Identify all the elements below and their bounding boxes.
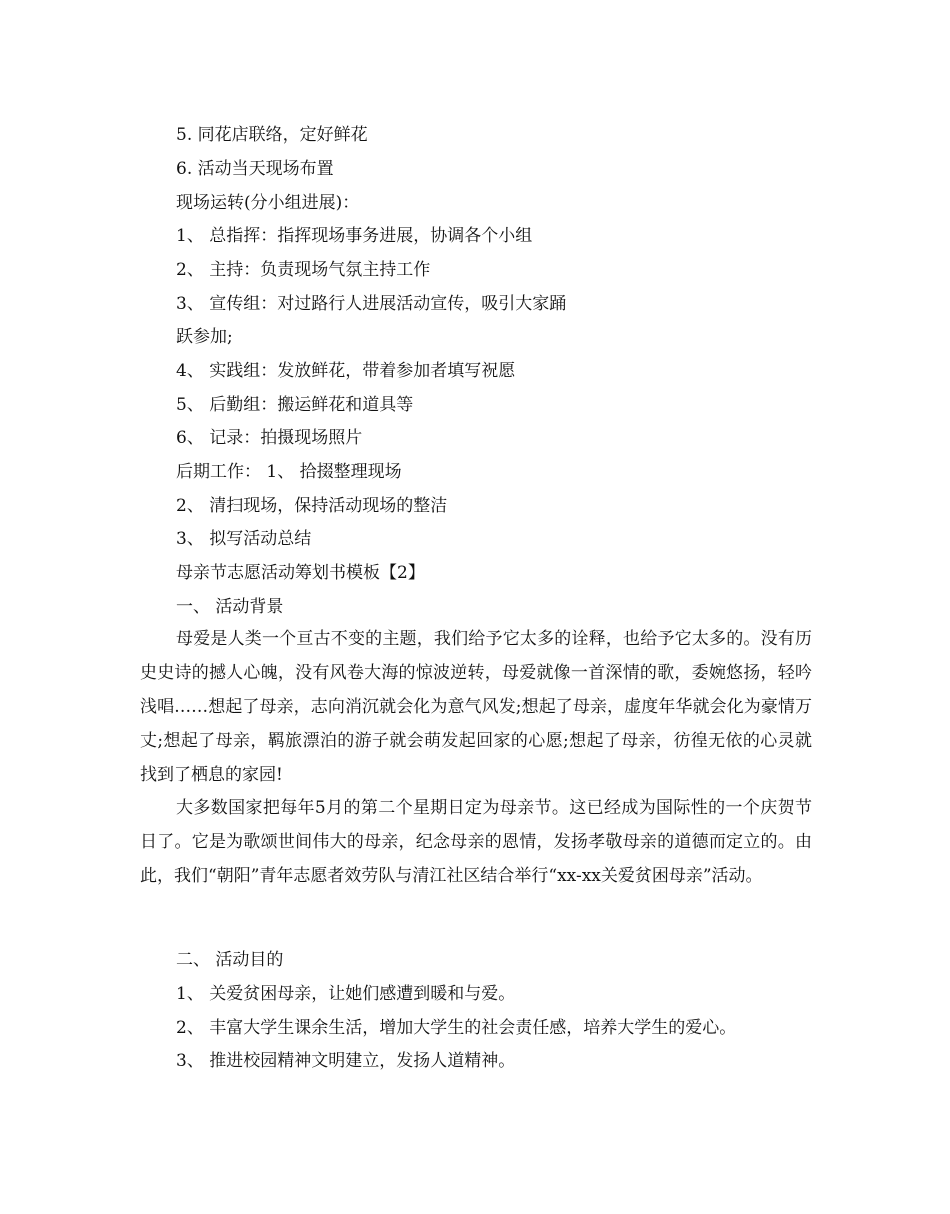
text-line: 现场运转(分小组进展)： xyxy=(176,193,360,213)
text-line: 跃参加; xyxy=(176,327,233,347)
text-line: 3、 推进校园精神文明建立，发扬人道精神。 xyxy=(176,1051,516,1071)
text-line: 3、 拟写活动总结 xyxy=(176,529,312,549)
text-line: 1、 总指挥：指挥现场事务进展，协调各个小组 xyxy=(176,226,533,246)
text-line: 2、 清扫现场，保持活动现场的整洁 xyxy=(176,496,448,516)
text-line: 3、 宣传组：对过路行人进展活动宣传，吸引大家踊 xyxy=(176,294,567,314)
text-line: 6、 记录：拍摄现场照片 xyxy=(176,428,363,448)
text-line: 6. 活动当天现场布置 xyxy=(176,159,334,179)
text-line: 后期工作： 1、 拾掇整理现场 xyxy=(176,462,402,482)
text-line: 1、 关爱贫困母亲，让她们感遭到暖和与爱。 xyxy=(176,984,516,1004)
text-line: 2、 主持：负责现场气氛主持工作 xyxy=(176,260,431,280)
text-line: 5. 同花店联络，定好鲜花 xyxy=(176,125,368,145)
section-heading: 母亲节志愿活动筹划书模板【2】 xyxy=(176,563,425,583)
section-heading: 一、 活动背景 xyxy=(176,597,284,617)
text-line: 2、 丰富大学生课余生活，增加大学生的社会责任感，培养大学生的爱心。 xyxy=(176,1018,737,1038)
paragraph: 母爱是人类一个亘古不变的主题，我们给予它太多的诠释，也给予它太多的。没有历史史诗的撼人心魄，没有风卷大海的惊波逆转，母爱就像一首深情的歌，委婉悠扬，轻吟浅唱……想起了母亲，志向消沉就会化为意气风发;想起了母亲，虚度年华就会化为豪情万丈;想起了母亲，羁旅漂泊的游子就会萌发起回家的心愿;想起了母亲，彷徨无依的心灵就找到了栖息的家园! xyxy=(140,629,812,785)
section-heading: 二、 活动目的 xyxy=(176,950,284,970)
text-line: 4、 实践组：发放鲜花，带着参加者填写祝愿 xyxy=(176,361,516,381)
paragraph: 大多数国家把每年5月的第二个星期日定为母亲节。这已经成为国际性的一个庆贺节日了。它是为歌颂世间伟大的母亲，纪念母亲的恩情，发扬孝敬母亲的道德而定立的。由此，我们“朝阳”青年志愿者效劳队与清江社区结合举行“xx-xx关爱贫困母亲”活动。 xyxy=(140,798,812,886)
text-line: 5、 后勤组：搬运鲜花和道具等 xyxy=(176,395,414,415)
